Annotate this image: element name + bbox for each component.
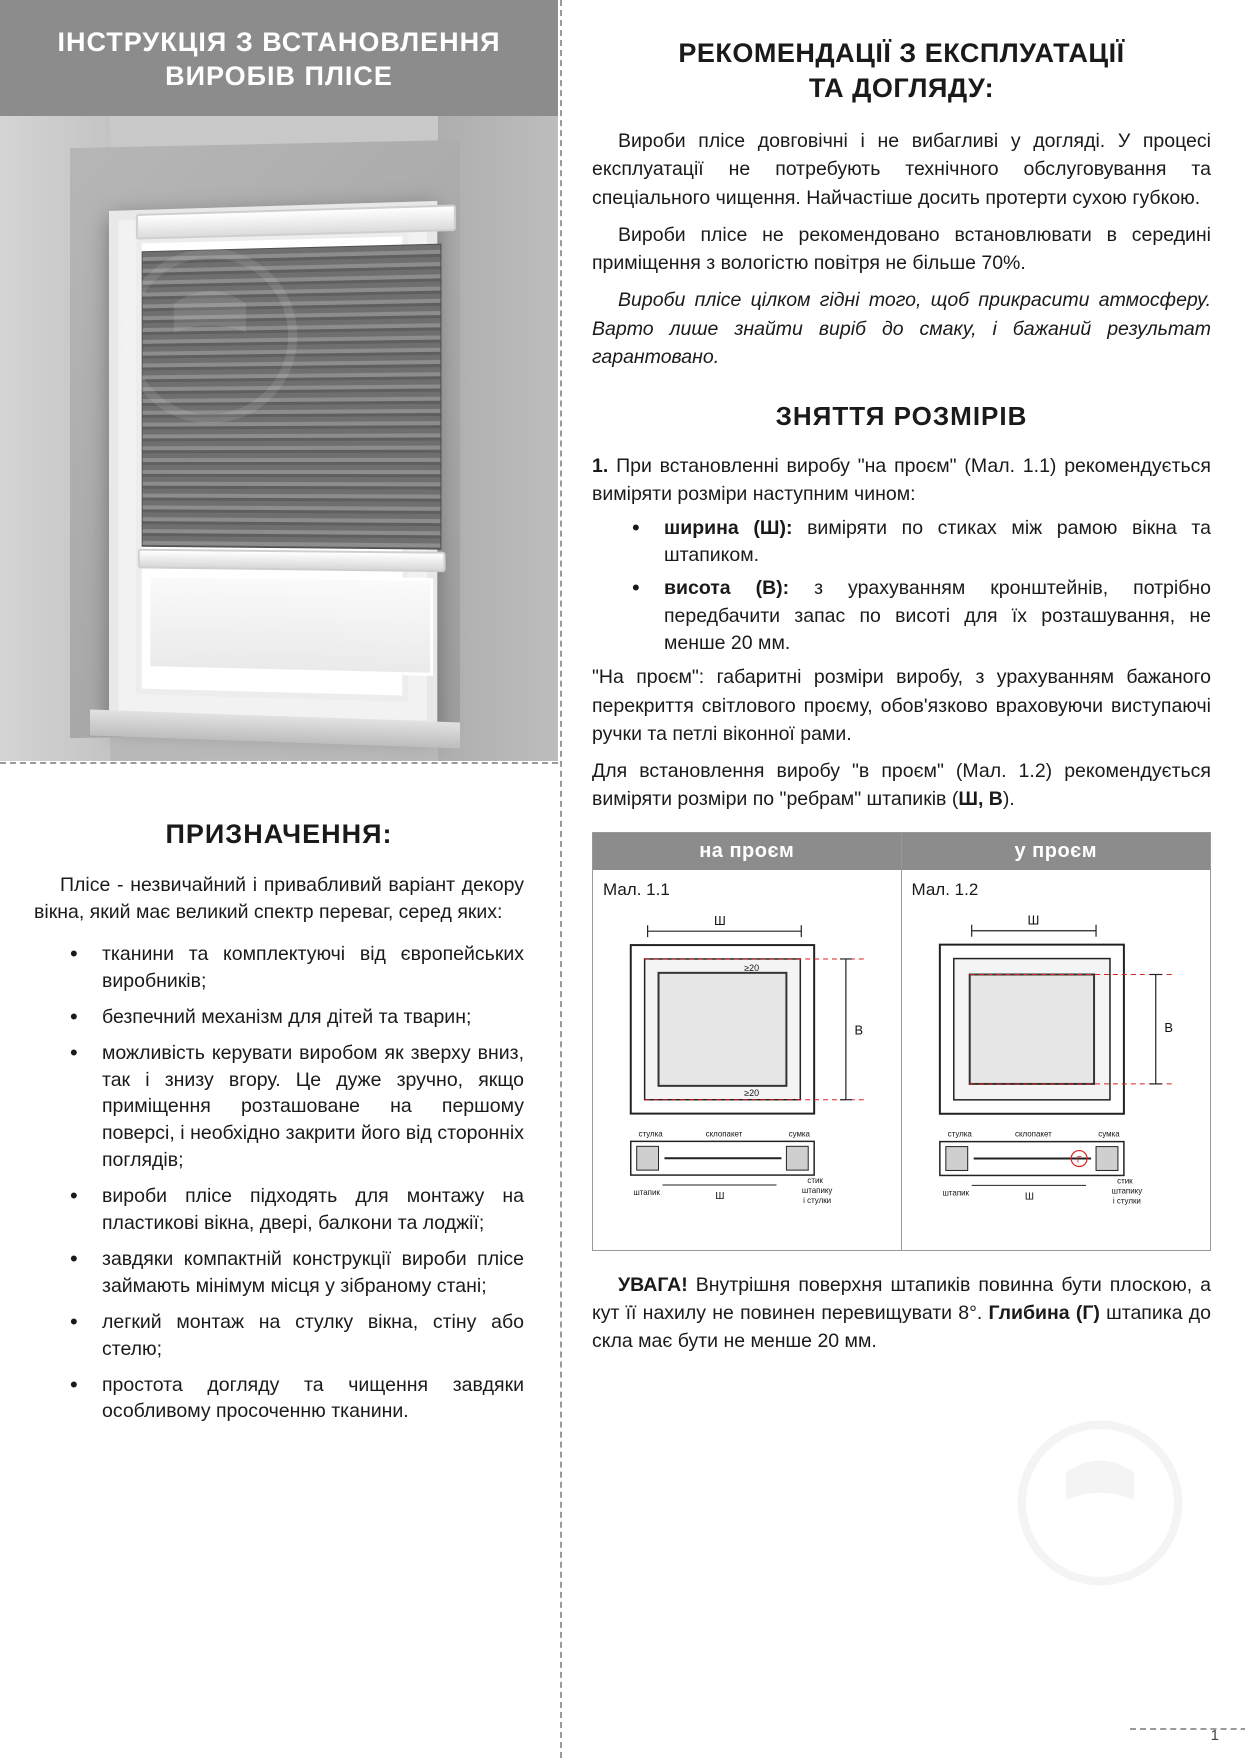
list-item: • вироби пліcе підходять для монтажу на пластикові вікна, двері, балкони та лоджії; (34, 1183, 524, 1237)
figure-cell-on-proem (593, 833, 902, 1250)
measurement-note-on: "На проєм": габаритні розміри виробу, з урахуванням бажаного перекриття світлового проєму, обов'язково враховуючи виступаючі ручки та петлі віконної рами. (592, 666, 1211, 745)
bottom-divider (1130, 1728, 1245, 1730)
svg-text:Ш: Ш (715, 1190, 725, 1202)
list-item: • простота догляду та чищення завдяки особливому просоченню тканини. (34, 1372, 524, 1426)
page-number: 1 (1210, 1727, 1219, 1744)
svg-text:склопакет: склопакет (705, 1128, 743, 1138)
note-in-symbols: Ш, В (958, 788, 1003, 811)
warning-label: УВАГА! (618, 1273, 688, 1296)
list-item (592, 575, 1211, 657)
open-glass-portion (147, 574, 433, 675)
measurement-note-in (592, 757, 1211, 814)
note-in-part1: Для встановлення виробу "в проєм" (Мал. 1.2) рекомендується виміряти розміри по "ребрам" штапиків ( (592, 760, 1211, 811)
note-in-part2: ). (1002, 788, 1015, 811)
svg-text:стулка: стулка (638, 1128, 663, 1138)
svg-text:і стулки: і стулки (803, 1195, 832, 1205)
figure-2-header: у проєм (902, 833, 1211, 870)
svg-text:сумка: сумка (788, 1128, 810, 1138)
figure-2-label: Мал. 1.2 (911, 879, 979, 899)
document-title-line1: ІНСТРУКЦІЯ З ВСТАНОВЛЕННЯ (57, 27, 501, 57)
purpose-intro: Пліcе - незвичайний і привабливий варіант декору вікна, який має великий спектр переваг, серед яких: (34, 873, 524, 924)
warning-text-1: Внутрішня поверхня штапиків повинна бути плоскою, а кут її нахилу не повинен перевищувати 8°. (592, 1273, 1211, 1324)
right-column (570, 0, 1245, 1758)
svg-text:штапик: штапик (941, 1187, 969, 1197)
measurement-title: ЗНЯТТЯ РОЗМІРІВ (775, 401, 1028, 432)
svg-text:В: В (1163, 1019, 1173, 1035)
svg-text:стик: стик (1116, 1175, 1133, 1185)
svg-text:і стулки: і стулки (1112, 1195, 1141, 1205)
product-photo (0, 116, 558, 761)
figure-1-label: Мал. 1.1 (603, 879, 670, 899)
column-divider (560, 0, 562, 1758)
list-item: • безпечний механізм для дітей та тварин; (34, 1004, 524, 1031)
figure-1-header: на проєм (593, 833, 901, 870)
svg-text:штапику: штапику (801, 1185, 833, 1195)
svg-text:В: В (854, 1021, 864, 1037)
figure-2-drawing (912, 904, 1201, 1234)
care-paragraph-1: Вироби пліcе довговічні і не вибагливі у догляді. У процесі експлуатації не потребують технічного обслуговування та спеціального чищення. Найчастіше досить протерти сухою губкою. (592, 130, 1211, 209)
figure-2-body (902, 870, 1211, 1250)
list-item: • можливість керувати виробом як зверху вниз, так і знизу вгору. Це дуже зручно, якщо приміщення розташоване на першому поверсі, і необхідно закрити його від сторонніх поглядів; (34, 1040, 524, 1175)
svg-text:Ш: Ш (1026, 912, 1039, 928)
care-paragraph-3: Вироби пліcе цілком гідні того, щоб прикрасити атмосферу. Варто лише знайти виріб до смаку, і бажаний результат гарантовано. (592, 289, 1211, 368)
blind-bottomrail (138, 548, 446, 571)
svg-text:стик: стик (807, 1175, 823, 1185)
document-title-line2: ВИРОБІВ ПЛІСЕ (165, 60, 393, 91)
height-text: з урахуванням кронштейнів, потрібно передбачити запас по висоті для їх розташування, не менше 20 мм. (664, 577, 1212, 654)
care-title-line1: РЕКОМЕНДАЦІЇ З ЕКСПЛУАТАЦІЇ (678, 38, 1125, 68)
list-item (592, 515, 1211, 570)
warning-depth-label: Глибина (Г) (988, 1301, 1100, 1324)
svg-text:≥20: ≥20 (744, 962, 760, 973)
list-item: • завдяки компактній конструкції вироби пліcе займають мінімум місця у зібраному стані; (34, 1246, 524, 1300)
left-column (0, 0, 558, 1758)
list-item: • легкий монтаж на стулку вікна, стіну або стелю; (34, 1309, 524, 1363)
svg-text:Г: Г (1076, 1154, 1082, 1165)
width-text: виміряти по стиках між рамою вікна та штапиком. (664, 516, 1211, 567)
step-1-text: При встановленні виробу "на проєм" (Мал. 1.1) рекомендується виміряти розміри наступним чином: (592, 455, 1211, 506)
svg-text:штапик: штапик (633, 1187, 660, 1197)
blind-headrail (136, 204, 456, 239)
svg-text:склопакет: склопакет (1014, 1129, 1052, 1139)
warning-text-2: штапика до скла має бути не менше 20 мм. (592, 1301, 1211, 1353)
figures-table (592, 832, 1211, 1251)
horizontal-divider (0, 762, 558, 764)
care-section-title (592, 36, 1211, 105)
step-number: 1. (592, 455, 609, 478)
document-title-banner (0, 0, 558, 116)
figure-cell-in-proem (902, 833, 1211, 1250)
figure-1-body (593, 870, 901, 1250)
warning-paragraph (592, 1271, 1211, 1356)
purpose-bullet-list (34, 941, 524, 1426)
svg-text:Ш: Ш (714, 912, 726, 928)
svg-text:сумка: сумка (1097, 1129, 1120, 1139)
purpose-section (0, 761, 558, 1455)
svg-text:≥20: ≥20 (744, 1087, 760, 1098)
width-label: ширина (Ш): (664, 516, 793, 539)
measurement-bullets (592, 515, 1211, 657)
figure-1-drawing (603, 904, 891, 1234)
care-title-line2: ТА ДОГЛЯДУ: (808, 72, 995, 103)
svg-text:штапику: штапику (1111, 1185, 1142, 1195)
purpose-title: ПРИЗНАЧЕННЯ: (165, 818, 393, 849)
watermark-icon (1015, 1418, 1185, 1588)
svg-text:Ш: Ш (1024, 1190, 1034, 1202)
measurement-step-1 (592, 452, 1211, 509)
height-label: висота (В): (664, 577, 790, 600)
care-paragraph-2: Вироби пліcе не рекомендовано встановлювати в середині приміщення з вологістю повітря не більше 70%. (592, 223, 1211, 275)
svg-text:стулка: стулка (947, 1129, 972, 1139)
watermark-icon (120, 246, 300, 426)
list-item: • тканини та комплектуючі від європейських виробників; (34, 941, 524, 995)
